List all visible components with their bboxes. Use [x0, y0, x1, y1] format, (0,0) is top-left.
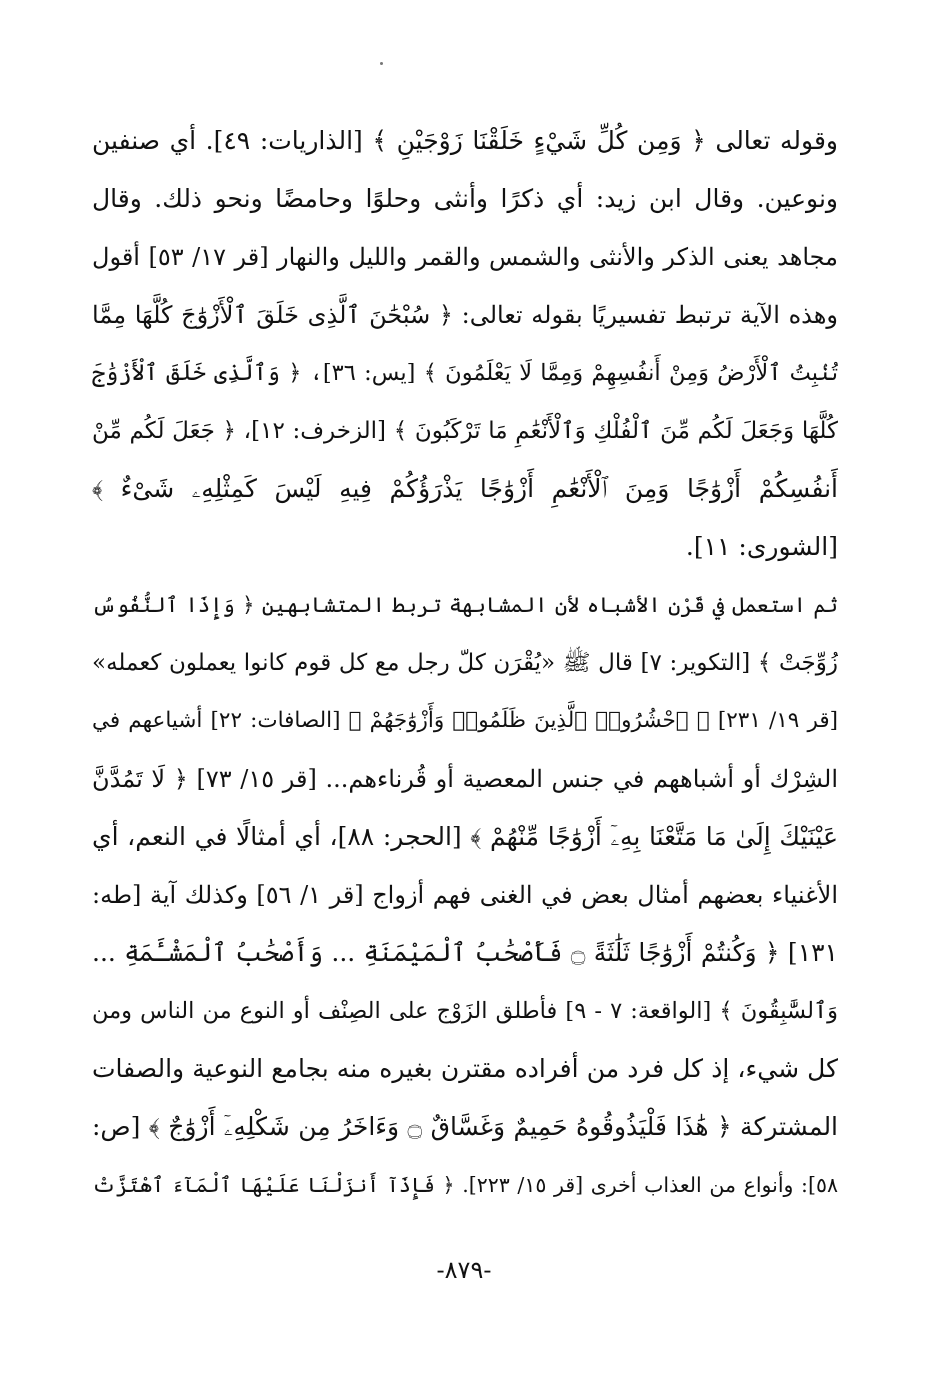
text-line: تُنۢبِتُ ٱلْأَرْضُ وَمِنْ أَنفُسِهِمْ وَمِمَّا لَا يَعْلَمُونَ ﴾ [يس: ٣٦]، ﴿ وَٱلَّذِى خَلَقَ ٱلْأَزْوَٰجَ — [92, 360, 838, 386]
text-line: [الشورى: ١١]. — [685, 532, 838, 561]
text-line: وَٱلسَّٰبِقُونَ ﴾ [الواقعة: ٧ - ٩] فأطلق الزَوْج على الصِنْف أو النوع من الناس ومن — [92, 998, 838, 1024]
paragraph-1 — [92, 112, 838, 576]
text-line: الشِرْك أو أشباههم في جنس المعصية أو قُرناءهم... [قر ١٥/ ٧٣] ﴿ لَا تَمُدَّنَّ — [92, 765, 838, 793]
text-line: ٥٨]: وأنواع من العذاب أخرى [قر ١٥/ ٢٢٣]. ﴿ فَإِذَآ أَنزَلْنَا عَلَيْهَا ٱلْمَآءَ ٱهْتَزَّتْ — [92, 1173, 838, 1197]
scan-speck — [380, 62, 383, 65]
text-line: كل شيء، إذ كل فرد من أفراده مقترن بغيره منه بجامع النوعية والصفات — [92, 1054, 838, 1083]
text-line: ثم استعمل في قَرْن الأشباه لأن المشابهة تربط المتشابهين ﴿ وَإِذَا ٱلنُّفُوسُ — [92, 593, 838, 617]
text-line: وقوله تعالى ﴿ وَمِن كُلِّ شَيْءٍ خَلَقْنَا زَوْجَيْنِ ﴾ [الذاريات: ٤٩]. أي صنفين — [92, 126, 838, 155]
text-line: مجاهد يعنى الذكر والأنثى والشمس والقمر والليل والنهار [قر ١٧/ ٥٣] أقول — [92, 243, 838, 271]
text-line: [قر ١٩/ ٢٣١] ﴿ ٱحْشُرُوا۟ ٱلَّذِينَ ظَلَمُوا۟ وَأَزْوَٰجَهُمْ ﴾ [الصافات: ٢٢] أشياعهم في — [92, 708, 838, 733]
page-number: -٨٧٩- — [436, 1256, 492, 1284]
text-line: وهذه الآية ترتبط تفسيريًا بقوله تعالى: ﴿ سُبْحَٰنَ ٱلَّذِى خَلَقَ ٱلْأَزْوَٰجَ كُلَّهَا مِمَّا — [92, 301, 838, 329]
text-line: أَنفُسِكُمْ أَزْوَٰجًا وَمِنَ ٱلْأَنْعَٰمِ أَزْوَٰجًا يَذْرَؤُكُمْ فِيهِ لَيْسَ كَمِثْلِهِۦ شَىْءٌ ﴾ — [92, 474, 838, 503]
text-line: عَيْنَيْكَ إِلَىٰ مَا مَتَّعْنَا بِهِۦٓ أَزْوَٰجًا مِّنْهُمْ ﴾ [الحجر: ٨٨]، أي أمثالًا في النعم، أي — [92, 822, 838, 851]
text-line: ونوعين. وقال ابن زيد: أي ذكرًا وأنثى وحلوًا وحامضًا ونحو ذلك. وقال — [92, 184, 838, 213]
paragraph-2 — [92, 576, 838, 1214]
text-line: الأغنياء بعضهم أمثال بعض في الغنى فهم أزواج [قر ١/ ٥٦] وكذلك آية [طه: — [92, 881, 838, 909]
text-line: كُلَّهَا وَجَعَلَ لَكُم مِّنَ ٱلْفُلْكِ وَٱلْأَنْعَٰمِ مَا تَرْكَبُونَ ﴾ [الزخرف: ١٢]، ﴿ جَعَلَ لَكُم مِّنْ — [92, 418, 838, 444]
text-line: ١٣١] ﴿ وَكُنتُمْ أَزْوَٰجًا ثَلَٰثَةً ۝ فَأَصْحَٰبُ ٱلْمَيْمَنَةِ ... وَأَصْحَٰبُ ٱلْمَشْـَٔمَةِ ... — [92, 938, 838, 967]
text-line: المشتركة ﴿ هَٰذَا فَلْيَذُوقُوهُ حَمِيمٌ وَغَسَّاقٌ ۝ وَءَاخَرُ مِن شَكْلِهِۦٓ أَزْوَٰجٌ ﴾ [ص: — [92, 1112, 838, 1141]
text-line: زُوِّجَتْ ﴾ [التكوير: ٧] قال ﷺ «يُقْرَن كلّ رجل مع كل قوم كانوا يعملون كعمله» — [92, 650, 838, 676]
